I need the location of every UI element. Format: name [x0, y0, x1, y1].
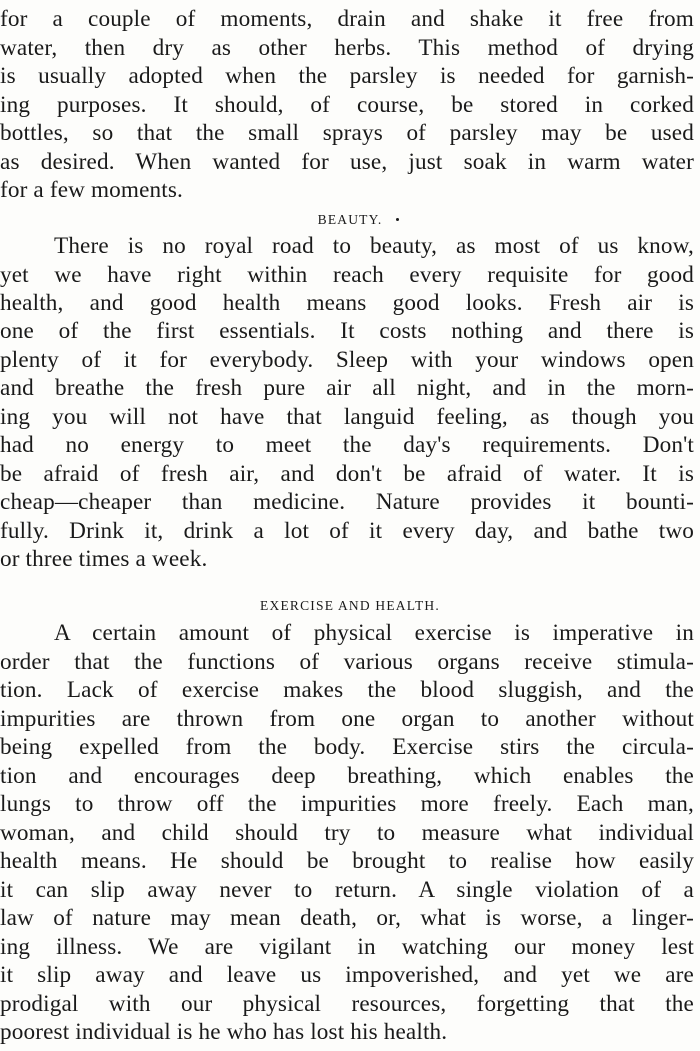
paragraph-line: for a few moments. — [0, 177, 183, 203]
paragraph-line: plenty of it for everybody. Sleep with your windows open — [0, 347, 694, 373]
paragraph-line: tion. Lack of exercise makes the blood sluggish, and the — [0, 677, 694, 703]
section-heading-beauty: BEAUTY. — [317, 212, 383, 227]
paragraph-line: ing you will not have that languid feeling, as though you — [0, 404, 694, 430]
paragraph-line: ing purposes. It should, of course, be stored in corked — [0, 92, 694, 118]
paragraph-line: health, and good health means good looks. Fresh air is — [0, 290, 694, 316]
paragraph-line: lungs to throw off the impurities more freely. Each man, — [0, 791, 694, 817]
paragraph-line: being expelled from the body. Exercise stirs the circula- — [0, 734, 694, 760]
paragraph-line: woman, and child should try to measure what individual — [0, 820, 694, 846]
paragraph-line: had no energy to meet the day's requirements. Don't — [0, 432, 694, 458]
paragraph-line: tion and encourages deep breathing, which enables the — [0, 763, 694, 789]
paragraph-line: yet we have right within reach every requisite for good — [0, 262, 694, 288]
paragraph-line: health means. He should be brought to realise how easily — [0, 848, 694, 874]
paragraph-line: cheap—cheaper than medicine. Nature provides it bounti- — [0, 489, 694, 515]
paragraph-line: water, then dry as other herbs. This method of drying — [0, 35, 694, 61]
paragraph-line: bottles, so that the small sprays of parsley may be used — [0, 120, 694, 146]
paragraph-line: impurities are thrown from one organ to another without — [0, 706, 694, 732]
paragraph-line: ing illness. We are vigilant in watching our money lest — [0, 934, 694, 960]
ink-dot — [396, 218, 399, 221]
paragraph-line: or three times a week. — [0, 546, 208, 572]
paragraph-line: and breathe the fresh pure air all night, and in the morn- — [0, 375, 694, 401]
paragraph-line: be afraid of fresh air, and don't be afraid of water. It is — [0, 461, 694, 487]
paragraph-line: for a couple of moments, drain and shake it free from — [0, 6, 694, 32]
paragraph-line: order that the functions of various organs receive stimula- — [0, 649, 694, 675]
paragraph-line: it can slip away never to return. A single violation of a — [0, 877, 694, 903]
paragraph-line: as desired. When wanted for use, just soak in warm water — [0, 149, 694, 175]
paragraph-line: it slip away and leave us impoverished, and yet we are — [0, 962, 694, 988]
paragraph-line: poorest individual is he who has lost his health. — [0, 1019, 448, 1045]
paragraph-line: A certain amount of physical exercise is imperative in — [54, 620, 694, 646]
paragraph-line: prodigal with our physical resources, forgetting that the — [0, 991, 694, 1017]
paragraph-line: There is no royal road to beauty, as most of us know, — [54, 233, 694, 259]
paragraph-line: is usually adopted when the parsley is needed for garnish- — [0, 63, 694, 89]
paragraph-line: fully. Drink it, drink a lot of it every day, and bathe two — [0, 518, 694, 544]
paragraph-line: one of the first essentials. It costs nothing and there is — [0, 318, 694, 344]
section-heading-exercise: EXERCISE AND HEALTH. — [260, 598, 440, 613]
paragraph-line: law of nature may mean death, or, what is worse, a linger- — [0, 905, 694, 931]
